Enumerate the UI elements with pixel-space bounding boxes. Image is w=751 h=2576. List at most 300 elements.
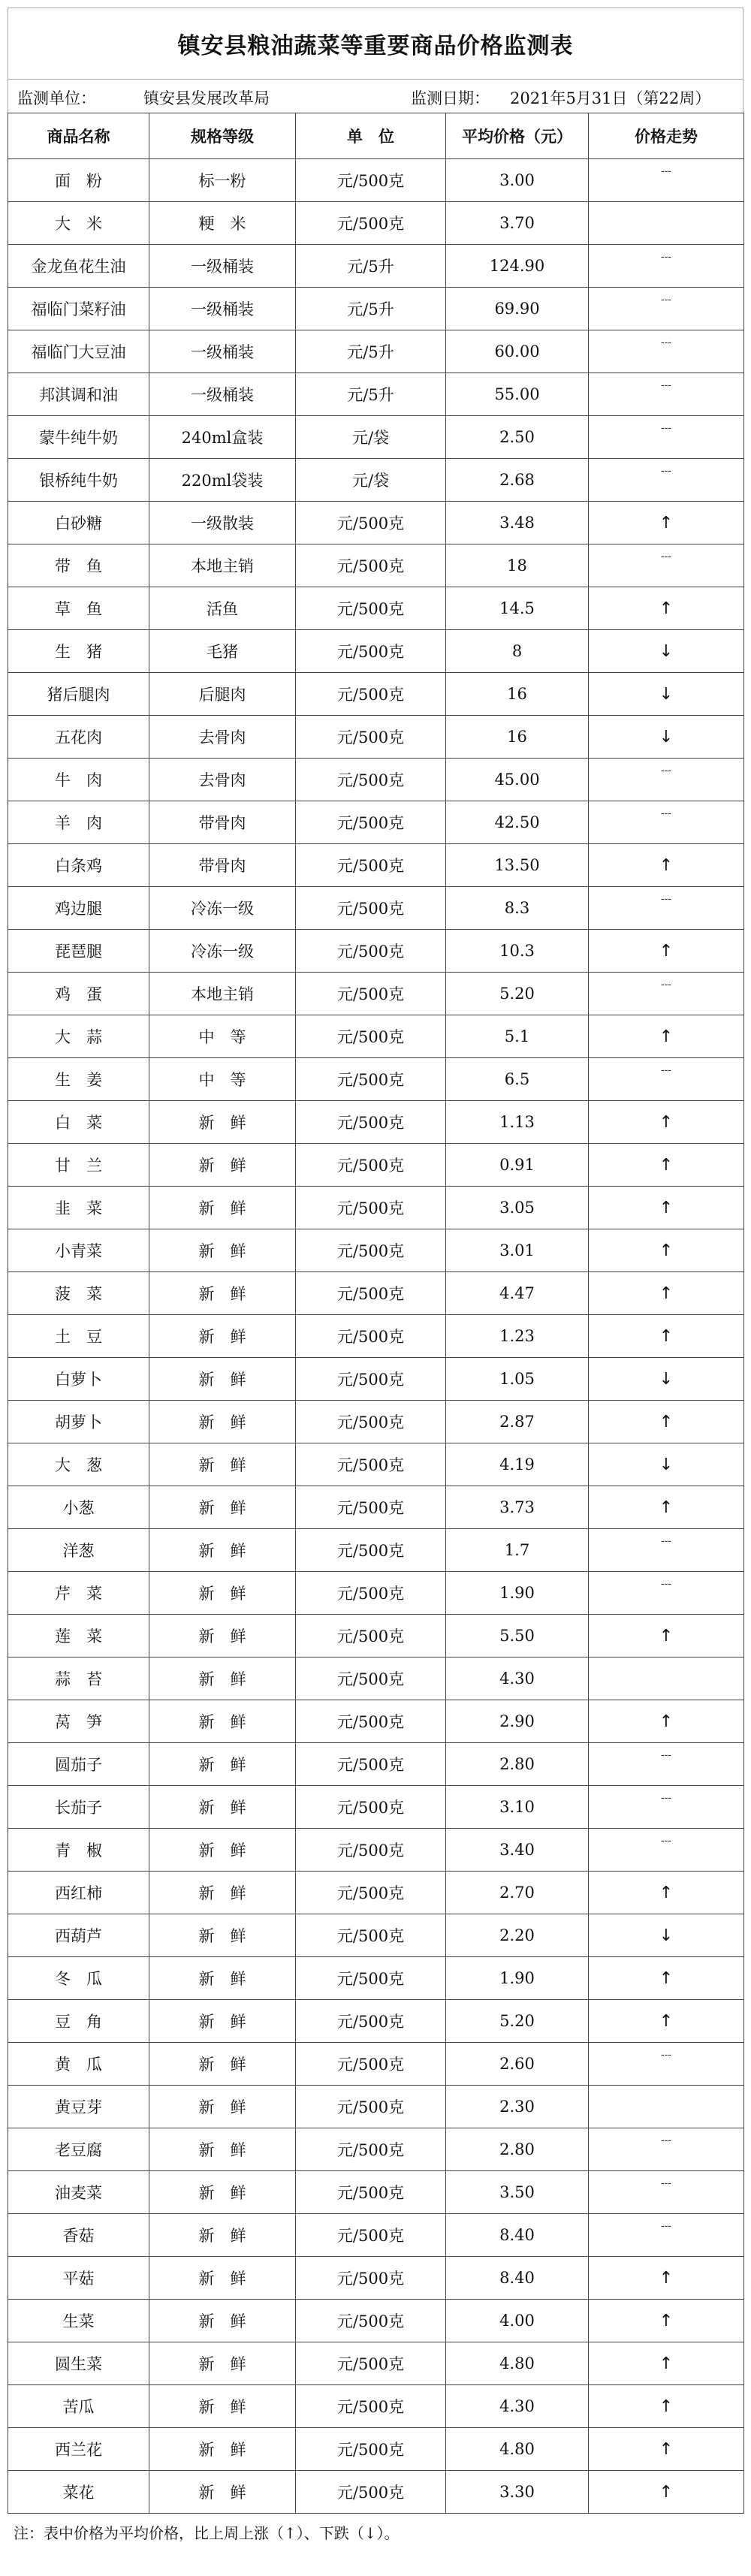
cell-price: 13.50 (446, 844, 589, 887)
arrow-down-icon: ↓ (659, 684, 674, 704)
cell-trend (589, 2428, 744, 2471)
table-row (8, 1829, 744, 1872)
cell-price: 4.00 (446, 2300, 589, 2342)
cell-trend (589, 1229, 744, 1272)
cell-price: 4.80 (446, 2342, 589, 2385)
table-row (8, 1229, 744, 1272)
cell-trend (589, 2385, 744, 2428)
trend-dash: --- (660, 379, 672, 391)
cell-price: 3.30 (446, 2471, 589, 2514)
cell-name: 牛 肉 (8, 759, 149, 801)
col-header-price: 平均价格（元） (446, 113, 589, 159)
table-row (8, 2257, 744, 2300)
cell-unit: 元/500克 (296, 973, 446, 1015)
cell-unit: 元/500克 (296, 1572, 446, 1615)
cell-unit: 元/500克 (296, 1187, 446, 1229)
cell-unit: 元/500克 (296, 2171, 446, 2214)
cell-price: 8.40 (446, 2257, 589, 2300)
cell-unit: 元/500克 (296, 716, 446, 759)
cell-grade: 新 鲜 (149, 1229, 296, 1272)
cell-unit: 元/500克 (296, 1743, 446, 1786)
arrow-up-icon: ↑ (659, 1241, 674, 1260)
cell-unit: 元/500克 (296, 1829, 446, 1872)
cell-price: 16 (446, 716, 589, 759)
cell-grade: 中 等 (149, 1058, 296, 1101)
table-row (8, 1572, 744, 1615)
cell-unit: 元/500克 (296, 1486, 446, 1529)
cell-name: 生 猪 (8, 630, 149, 673)
arrow-up-icon: ↑ (659, 1112, 674, 1132)
cell-unit: 元/500克 (296, 1872, 446, 1914)
cell-grade: 新 鲜 (149, 1786, 296, 1829)
cell-grade: 新 鲜 (149, 1315, 296, 1358)
cell-trend (589, 801, 744, 844)
cell-trend (589, 245, 744, 288)
cell-unit: 元/500克 (296, 1615, 446, 1658)
table-row (8, 202, 744, 245)
table-row (8, 2171, 744, 2214)
table-row (8, 159, 744, 202)
cell-unit: 元/500克 (296, 2000, 446, 2043)
cell-trend (589, 2086, 744, 2128)
table-row (8, 544, 744, 587)
table-row (8, 1358, 744, 1401)
cell-name: 韭 菜 (8, 1187, 149, 1229)
cell-grade: 一级桶装 (149, 373, 296, 416)
cell-trend (589, 1187, 744, 1229)
cell-unit: 元/500克 (296, 1144, 446, 1187)
cell-name: 西红柿 (8, 1872, 149, 1914)
trend-dash: --- (660, 165, 672, 177)
trend-dash: --- (660, 807, 672, 819)
trend-dash: --- (660, 1064, 672, 1076)
table-row (8, 1872, 744, 1914)
cell-unit: 元/500克 (296, 1700, 446, 1743)
cell-unit: 元/500克 (296, 1658, 446, 1700)
table-row (8, 502, 744, 544)
cell-unit: 元/500克 (296, 1529, 446, 1572)
cell-price: 8.40 (446, 2214, 589, 2257)
arrow-up-icon: ↑ (659, 2397, 674, 2416)
cell-name: 银桥纯牛奶 (8, 459, 149, 502)
cell-name: 冬 瓜 (8, 1957, 149, 2000)
table-row (8, 2300, 744, 2342)
cell-unit: 元/500克 (296, 1058, 446, 1101)
cell-price: 5.1 (446, 1015, 589, 1058)
trend-dash: --- (660, 251, 672, 263)
cell-trend (589, 2214, 744, 2257)
cell-trend (589, 630, 744, 673)
cell-trend (589, 1957, 744, 2000)
cell-name: 圆茄子 (8, 1743, 149, 1786)
table-header-row (8, 113, 744, 159)
cell-price: 2.80 (446, 1743, 589, 1786)
cell-grade: 新 鲜 (149, 2043, 296, 2086)
arrow-up-icon: ↑ (659, 2268, 674, 2288)
cell-price: 4.30 (446, 2385, 589, 2428)
cell-name: 生菜 (8, 2300, 149, 2342)
cell-grade: 毛猪 (149, 630, 296, 673)
cell-grade: 新 鲜 (149, 1401, 296, 1443)
price-table (8, 113, 744, 2514)
cell-name: 小葱 (8, 1486, 149, 1529)
table-row (8, 1058, 744, 1101)
cell-trend (589, 673, 744, 716)
arrow-up-icon: ↑ (659, 599, 674, 618)
cell-price: 4.47 (446, 1272, 589, 1315)
table-row (8, 887, 744, 930)
cell-unit: 元/500克 (296, 801, 446, 844)
cell-grade: 新 鲜 (149, 2471, 296, 2514)
arrow-up-icon: ↑ (659, 1626, 674, 1645)
table-row (8, 1015, 744, 1058)
cell-price: 2.87 (446, 1401, 589, 1443)
trend-dash: --- (660, 294, 672, 306)
cell-unit: 元/500克 (296, 630, 446, 673)
cell-name: 豆 角 (8, 2000, 149, 2043)
cell-name: 青 椒 (8, 1829, 149, 1872)
cell-name: 琵琶腿 (8, 930, 149, 973)
cell-grade: 新 鲜 (149, 1829, 296, 1872)
meta-bar (8, 80, 743, 113)
cell-unit: 元/500克 (296, 1358, 446, 1401)
cell-unit: 元/500克 (296, 1401, 446, 1443)
cell-grade: 新 鲜 (149, 1957, 296, 2000)
cell-price: 8 (446, 630, 589, 673)
cell-price: 2.20 (446, 1914, 589, 1957)
cell-grade: 冷冻一级 (149, 930, 296, 973)
arrow-up-icon: ↑ (659, 2011, 674, 2031)
cell-unit: 元/5升 (296, 330, 446, 373)
cell-unit: 元/500克 (296, 1786, 446, 1829)
arrow-up-icon: ↑ (659, 1883, 674, 1902)
cell-price: 5.20 (446, 973, 589, 1015)
cell-trend (589, 1786, 744, 1829)
trend-dash: --- (660, 1535, 672, 1547)
cell-price: 3.01 (446, 1229, 589, 1272)
cell-name: 白萝卜 (8, 1358, 149, 1401)
arrow-up-icon: ↑ (659, 1498, 674, 1517)
trend-dash: --- (660, 336, 672, 348)
cell-name: 羊 肉 (8, 801, 149, 844)
trend-dash: --- (660, 465, 672, 477)
cell-price: 1.05 (446, 1358, 589, 1401)
arrow-up-icon: ↑ (659, 855, 674, 875)
table-row (8, 587, 744, 630)
table-row (8, 245, 744, 288)
cell-unit: 元/500克 (296, 1272, 446, 1315)
table-row (8, 2385, 744, 2428)
cell-grade: 冷冻一级 (149, 887, 296, 930)
cell-name: 老豆腐 (8, 2128, 149, 2171)
cell-grade: 新 鲜 (149, 1187, 296, 1229)
table-row (8, 459, 744, 502)
cell-price: 45.00 (446, 759, 589, 801)
arrow-up-icon: ↑ (659, 513, 674, 532)
arrow-down-icon: ↓ (659, 1455, 674, 1474)
cell-price: 3.48 (446, 502, 589, 544)
cell-trend (589, 2342, 744, 2385)
cell-price: 3.73 (446, 1486, 589, 1529)
cell-price: 69.90 (446, 288, 589, 330)
cell-unit: 元/500克 (296, 930, 446, 973)
cell-name: 白 菜 (8, 1101, 149, 1144)
cell-unit: 元/500克 (296, 887, 446, 930)
cell-grade: 带骨肉 (149, 801, 296, 844)
cell-grade: 220ml袋装 (149, 459, 296, 502)
cell-name: 芹 菜 (8, 1572, 149, 1615)
cell-trend (589, 1272, 744, 1315)
cell-trend (589, 1443, 744, 1486)
cell-name: 莲 菜 (8, 1615, 149, 1658)
table-row (8, 1101, 744, 1144)
arrow-up-icon: ↑ (659, 1326, 674, 1346)
cell-trend (589, 759, 744, 801)
cell-name: 小青菜 (8, 1229, 149, 1272)
cell-name: 金龙鱼花生油 (8, 245, 149, 288)
cell-trend (589, 587, 744, 630)
cell-grade: 一级桶装 (149, 288, 296, 330)
cell-price: 0.91 (446, 1144, 589, 1187)
cell-price: 3.00 (446, 159, 589, 202)
cell-grade: 新 鲜 (149, 2000, 296, 2043)
cell-trend (589, 1529, 744, 1572)
cell-grade: 一级散装 (149, 502, 296, 544)
cell-trend (589, 2000, 744, 2043)
cell-name: 大 米 (8, 202, 149, 245)
cell-name: 草 鱼 (8, 587, 149, 630)
cell-trend (589, 1615, 744, 1658)
table-row (8, 1658, 744, 1700)
cell-name: 猪后腿肉 (8, 673, 149, 716)
cell-grade: 一级桶装 (149, 245, 296, 288)
cell-trend (589, 2043, 744, 2086)
cell-trend (589, 1058, 744, 1101)
cell-trend (589, 1315, 744, 1358)
cell-trend (589, 544, 744, 587)
cell-price: 18 (446, 544, 589, 587)
cell-trend (589, 373, 744, 416)
cell-price: 2.80 (446, 2128, 589, 2171)
cell-name: 大 葱 (8, 1443, 149, 1486)
cell-unit: 元/500克 (296, 1443, 446, 1486)
cell-price: 60.00 (446, 330, 589, 373)
cell-trend (589, 1358, 744, 1401)
cell-price: 5.50 (446, 1615, 589, 1658)
cell-trend (589, 1872, 744, 1914)
cell-name: 香菇 (8, 2214, 149, 2257)
cell-trend (589, 930, 744, 973)
table-row (8, 673, 744, 716)
arrow-up-icon: ↑ (659, 941, 674, 961)
arrow-up-icon: ↑ (659, 2354, 674, 2373)
cell-grade: 新 鲜 (149, 1529, 296, 1572)
cell-price: 42.50 (446, 801, 589, 844)
cell-price: 5.20 (446, 2000, 589, 2043)
cell-grade: 新 鲜 (149, 1101, 296, 1144)
arrow-up-icon: ↑ (659, 1027, 674, 1046)
cell-name: 鸡边腿 (8, 887, 149, 930)
table-row (8, 416, 744, 459)
table-row (8, 2000, 744, 2043)
cell-grade: 新 鲜 (149, 1144, 296, 1187)
table-row (8, 2128, 744, 2171)
table-row (8, 1529, 744, 1572)
cell-trend (589, 2128, 744, 2171)
trend-dash: --- (660, 1749, 672, 1761)
cell-name: 西葫芦 (8, 1914, 149, 1957)
arrow-up-icon: ↑ (659, 1155, 674, 1175)
arrow-down-icon: ↓ (659, 1369, 674, 1389)
cell-unit: 元/袋 (296, 459, 446, 502)
cell-unit: 元/500克 (296, 544, 446, 587)
table-row (8, 759, 744, 801)
table-row (8, 2214, 744, 2257)
table-row (8, 288, 744, 330)
cell-name: 菠 菜 (8, 1272, 149, 1315)
cell-price: 2.30 (446, 2086, 589, 2128)
cell-trend (589, 716, 744, 759)
trend-dash: --- (660, 893, 672, 905)
cell-name: 圆生菜 (8, 2342, 149, 2385)
cell-price: 1.13 (446, 1101, 589, 1144)
cell-name: 面 粉 (8, 159, 149, 202)
cell-grade: 本地主销 (149, 544, 296, 587)
trend-dash: --- (660, 2134, 672, 2146)
cell-name: 福临门菜籽油 (8, 288, 149, 330)
table-row (8, 844, 744, 887)
table-row (8, 1144, 744, 1187)
cell-unit: 元/5升 (296, 288, 446, 330)
trend-dash: --- (660, 422, 672, 434)
cell-grade: 本地主销 (149, 973, 296, 1015)
cell-price: 4.30 (446, 1658, 589, 1700)
cell-unit: 元/500克 (296, 1101, 446, 1144)
table-row (8, 973, 744, 1015)
trend-dash: --- (660, 1578, 672, 1590)
arrow-up-icon: ↑ (659, 2439, 674, 2459)
cell-grade: 新 鲜 (149, 1872, 296, 1914)
col-header-trend: 价格走势 (589, 113, 744, 159)
cell-name: 黄豆芽 (8, 2086, 149, 2128)
cell-grade: 新 鲜 (149, 2086, 296, 2128)
cell-price: 2.70 (446, 1872, 589, 1914)
cell-name: 生 姜 (8, 1058, 149, 1101)
arrow-down-icon: ↓ (659, 641, 674, 661)
cell-trend (589, 1572, 744, 1615)
table-row (8, 1401, 744, 1443)
cell-trend (589, 2171, 744, 2214)
cell-trend (589, 1144, 744, 1187)
table-row (8, 2086, 744, 2128)
table-row (8, 1486, 744, 1529)
cell-price: 4.80 (446, 2428, 589, 2471)
arrow-up-icon: ↑ (659, 1412, 674, 1431)
cell-name: 蒜 苔 (8, 1658, 149, 1700)
arrow-up-icon: ↑ (659, 2482, 674, 2502)
cell-unit: 元/500克 (296, 2428, 446, 2471)
cell-trend (589, 1829, 744, 1872)
cell-price: 55.00 (446, 373, 589, 416)
cell-price: 1.90 (446, 1572, 589, 1615)
col-header-name: 商品名称 (8, 113, 149, 159)
cell-price: 1.7 (446, 1529, 589, 1572)
cell-price: 2.90 (446, 1700, 589, 1743)
cell-price: 4.19 (446, 1443, 589, 1486)
cell-name: 邦淇调和油 (8, 373, 149, 416)
table-row (8, 2471, 744, 2514)
cell-grade: 新 鲜 (149, 1914, 296, 1957)
trend-dash: --- (660, 2220, 672, 2232)
cell-price: 8.3 (446, 887, 589, 930)
cell-unit: 元/500克 (296, 2214, 446, 2257)
cell-price: 3.50 (446, 2171, 589, 2214)
table-row (8, 1786, 744, 1829)
cell-trend (589, 2300, 744, 2342)
cell-grade: 新 鲜 (149, 1358, 296, 1401)
cell-name: 白砂糖 (8, 502, 149, 544)
cell-grade: 新 鲜 (149, 2257, 296, 2300)
cell-grade: 中 等 (149, 1015, 296, 1058)
cell-price: 1.90 (446, 1957, 589, 2000)
cell-price: 2.60 (446, 2043, 589, 2086)
cell-grade: 新 鲜 (149, 2171, 296, 2214)
cell-unit: 元/500克 (296, 587, 446, 630)
table-row (8, 630, 744, 673)
cell-grade: 新 鲜 (149, 1486, 296, 1529)
cell-name: 大 蒜 (8, 1015, 149, 1058)
trend-dash: --- (660, 2049, 672, 2061)
cell-name: 白条鸡 (8, 844, 149, 887)
cell-trend (589, 1743, 744, 1786)
cell-grade: 新 鲜 (149, 2428, 296, 2471)
cell-trend (589, 1914, 744, 1957)
cell-price: 3.05 (446, 1187, 589, 1229)
arrow-up-icon: ↑ (659, 1968, 674, 1988)
cell-price: 2.50 (446, 416, 589, 459)
table-row (8, 2342, 744, 2385)
unit-value: 镇安县发展改革局 (143, 89, 270, 107)
table-row (8, 373, 744, 416)
table-row (8, 1914, 744, 1957)
trend-dash: --- (660, 1792, 672, 1804)
cell-trend (589, 416, 744, 459)
cell-name: 油麦菜 (8, 2171, 149, 2214)
cell-unit: 元/500克 (296, 1957, 446, 2000)
cell-trend (589, 844, 744, 887)
cell-unit: 元/500克 (296, 1914, 446, 1957)
cell-trend (589, 973, 744, 1015)
cell-name: 莴 笋 (8, 1700, 149, 1743)
cell-grade: 一级桶装 (149, 330, 296, 373)
cell-name: 带 鱼 (8, 544, 149, 587)
cell-name: 土 豆 (8, 1315, 149, 1358)
page-title: 镇安县粮油蔬菜等重要商品价格监测表 (8, 8, 743, 80)
cell-grade: 新 鲜 (149, 1743, 296, 1786)
cell-price: 14.5 (446, 587, 589, 630)
table-row (8, 1315, 744, 1358)
date-label: 监测日期： (411, 89, 490, 107)
cell-trend (589, 1700, 744, 1743)
cell-unit: 元/500克 (296, 2043, 446, 2086)
cell-trend (589, 1101, 744, 1144)
footnote: 注：表中价格为平均价格，比上周上涨（↑）、下跌（↓）。 (14, 2524, 400, 2542)
cell-grade: 新 鲜 (149, 2128, 296, 2171)
cell-unit: 元/500克 (296, 2342, 446, 2385)
cell-trend (589, 502, 744, 544)
arrow-up-icon: ↑ (659, 1712, 674, 1731)
cell-unit: 元/500克 (296, 2257, 446, 2300)
